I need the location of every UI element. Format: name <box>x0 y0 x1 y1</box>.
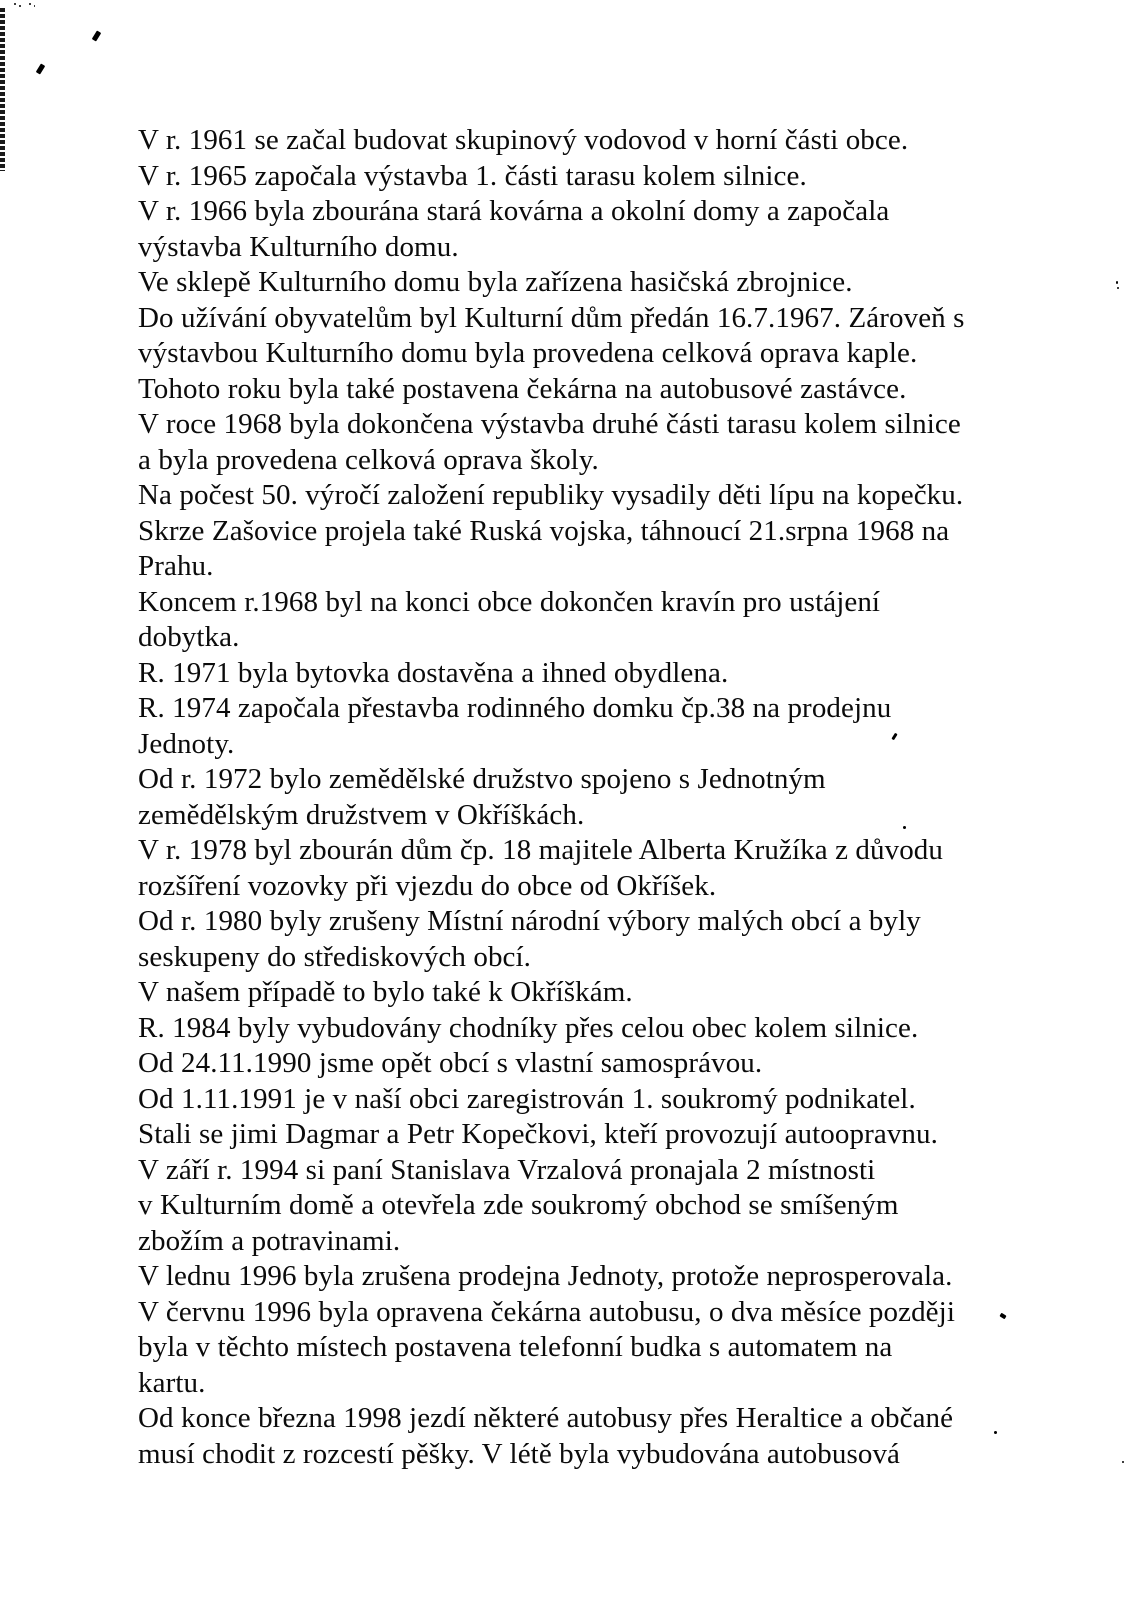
text-line-19: Od r. 1972 bylo zemědělské družstvo spojeno s Jednotným <box>138 763 826 795</box>
text-line-34: V červnu 1996 byla opravena čekárna autobusu, o dva měsíce později <box>138 1295 955 1328</box>
text-line-38: musí chodit z rozcestí pěšky. V létě byla vybudována autobusová <box>138 1437 901 1470</box>
text-line-33: V lednu 1996 byla zrušena prodejna Jednoty, protože neprosperovala. <box>138 1260 953 1292</box>
text-line-28: Od 1.11.1991 je v naší obci zaregistrován 1. soukromý podnikatel. <box>138 1082 916 1115</box>
text-line-27: Od 24.11.1990 jsme opět obcí s vlastní samosprávou. <box>138 1047 763 1079</box>
text-line-35: byla v těchto místech postavena telefonní budka s automatem na <box>138 1331 893 1363</box>
scan-speck <box>92 30 102 41</box>
text-line-2: V r. 1965 započala výstavba 1. části tarasu kolem silnice. <box>138 159 807 192</box>
text-line-12: Skrze Zašovice projela také Ruská vojska, táhnoucí 21.srpna 1968 na <box>138 514 950 547</box>
text-line-37: Od konce března 1998 jezdí některé autobusy přes Heraltice a občané <box>138 1402 954 1434</box>
scan-speck <box>1117 287 1119 289</box>
scan-speck <box>19 5 21 7</box>
text-line-10: a byla provedena celková oprava školy. <box>138 443 599 476</box>
text-line-1: V r. 1961 se začal budovat skupinový vodovod v horní části obce. <box>138 124 909 156</box>
text-line-5: Ve sklepě Kulturního domu byla zařízena hasičská zbrojnice. <box>138 266 853 298</box>
text-line-36: kartu. <box>138 1366 206 1399</box>
text-line-25: V našem případě to bylo také k Okříškám. <box>138 976 633 1008</box>
document-text <box>138 123 1098 1472</box>
scan-speck <box>1122 1461 1124 1463</box>
text-line-15: dobytka. <box>138 621 240 653</box>
text-line-7: výstavbou Kulturního domu byla provedena celková oprava kaple. <box>138 337 918 369</box>
text-line-26: R. 1984 byly vybudovány chodníky přes celou obec kolem silnice. <box>138 1011 919 1044</box>
text-line-8: Tohoto roku byla také postavena čekárna na autobusové zastávce. <box>138 372 907 405</box>
text-line-13: Prahu. <box>138 550 214 582</box>
text-line-3: V r. 1966 byla zbourána stará kovárna a okolní domy a započala <box>138 195 890 227</box>
text-line-24: seskupeny do střediskových obcí. <box>138 940 532 973</box>
scan-speck <box>29 3 31 5</box>
scan-speck <box>14 3 16 5</box>
text-line-9: V roce 1968 byla dokončena výstavba druhé části tarasu kolem silnice <box>138 408 961 440</box>
scan-speck <box>34 5 35 7</box>
text-line-31: v Kulturním domě a otevřela zde soukromý obchod se smíšeným <box>138 1189 899 1221</box>
text-line-32: zbožím a potravinami. <box>138 1224 401 1257</box>
text-line-18: Jednoty. <box>138 727 235 760</box>
text-line-30: V září r. 1994 si paní Stanislava Vrzalová pronajala 2 místnosti <box>138 1153 876 1186</box>
text-line-11: Na počest 50. výročí založení republiky vysadily děti lípu na kopečku. <box>138 479 964 511</box>
text-line-14: Koncem r.1968 byl na konci obce dokončen kravín pro ustájení <box>138 585 881 618</box>
text-line-29: Stali se jimi Dagmar a Petr Kopečkovi, kteří provozují autoopravnu. <box>138 1118 938 1150</box>
scan-speck <box>1116 281 1118 284</box>
text-line-22: rozšíření vozovky při vjezdu do obce od Okříšek. <box>138 869 717 902</box>
scan-speck <box>36 63 46 74</box>
text-line-17: R. 1974 započala přestavba rodinného domku čp.38 na prodejnu <box>138 692 892 724</box>
text-line-6: Do užívání obyvatelům byl Kulturní dům předán 16.7.1967. Zároveň s <box>138 301 965 334</box>
text-line-4: výstavba Kulturního domu. <box>138 230 459 263</box>
scan-edge-artifact <box>0 8 5 171</box>
text-line-20: zemědělským družstvem v Okříškách. <box>138 798 585 831</box>
text-line-21: V r. 1978 byl zbourán dům čp. 18 majitele Alberta Kružíka z důvodu <box>138 834 943 866</box>
text-line-16: R. 1971 byla bytovka dostavěna a ihned obydlena. <box>138 656 729 689</box>
text-line-23: Od r. 1980 byly zrušeny Místní národní výbory malých obcí a byly <box>138 905 921 937</box>
